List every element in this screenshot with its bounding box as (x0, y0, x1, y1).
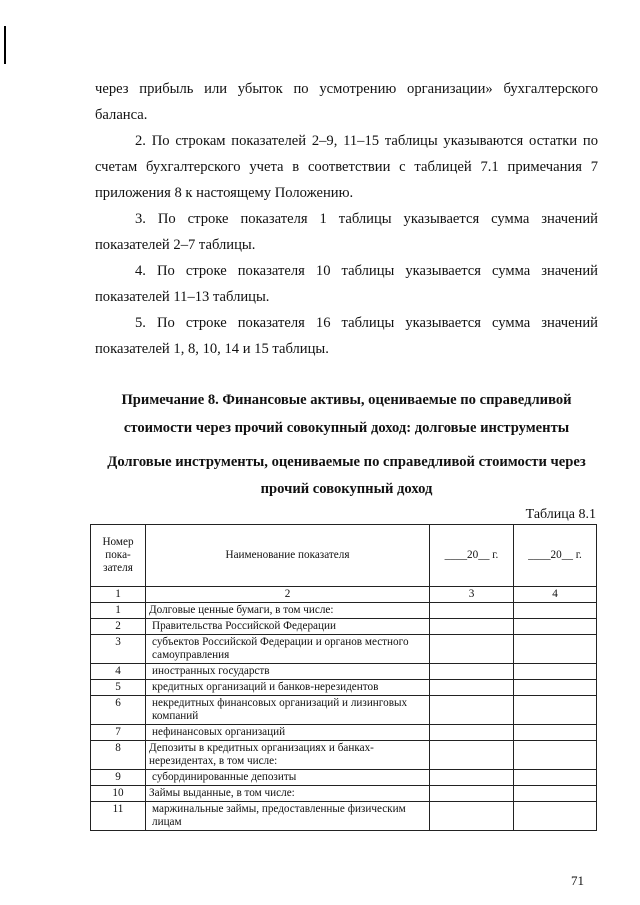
table-header-row (91, 525, 597, 587)
row-name: Долговые ценные бумаги, в том числе: (146, 603, 430, 619)
row-value-cell (514, 696, 597, 725)
table-row (91, 680, 597, 696)
column-number: 2 (146, 587, 430, 603)
row-value-cell (514, 725, 597, 741)
row-value-cell (514, 603, 597, 619)
table-row (91, 725, 597, 741)
row-value-cell (430, 603, 514, 619)
header-number-line: зателя (103, 562, 133, 574)
column-number: 4 (514, 587, 597, 603)
row-value-cell (430, 802, 514, 831)
row-name: маржинальные займы, предоставленные физическим лицам (146, 802, 430, 831)
row-name: Займы выданные, в том числе: (146, 786, 430, 802)
row-number: 6 (91, 696, 146, 725)
paragraph-line: приложения 8 к настоящему Положению. (95, 185, 354, 201)
note-title-line: Примечание 8. Финансовые активы, оцениваемые по справедливой (121, 392, 572, 408)
row-value-cell (514, 619, 597, 635)
row-name: кредитных организаций и банков-нерезидентов (146, 680, 430, 696)
paragraph-line: счетам бухгалтерского учета в соответствии с таблицей 7.1 примечания 7 (95, 159, 598, 175)
paragraph-line: показателей 2–7 таблицы. (95, 237, 256, 253)
row-number: 2 (91, 619, 146, 635)
row-number: 4 (91, 664, 146, 680)
row-value-cell (430, 680, 514, 696)
row-name: некредитных финансовых организаций и лизинговых компаний (146, 696, 430, 725)
row-value-cell (514, 741, 597, 770)
table-row (91, 770, 597, 786)
row-value-cell (430, 725, 514, 741)
row-value-cell (430, 696, 514, 725)
header-number (91, 525, 146, 587)
row-name: субординированные депозиты (146, 770, 430, 786)
paragraph-line: через прибыль или убыток по усмотрению организации» бухгалтерского (95, 81, 598, 97)
margin-mark (4, 26, 6, 64)
row-value-cell (430, 664, 514, 680)
table-row (91, 664, 597, 680)
row-name: нефинансовых организаций (146, 725, 430, 741)
page-number: 71 (571, 873, 584, 888)
row-value-cell (514, 802, 597, 831)
column-number-row (91, 587, 597, 603)
paragraph-line: показателей 1, 8, 10, 14 и 15 таблицы. (95, 341, 329, 357)
row-number: 10 (91, 786, 146, 802)
note-title-line: стоимости через прочий совокупный доход: долговые инструменты (123, 420, 570, 436)
row-name: Правительства Российской Федерации (146, 619, 430, 635)
row-value-cell (514, 680, 597, 696)
header-number-line: Номер (102, 536, 134, 548)
paragraph-line: показателей 11–13 таблицы. (95, 289, 270, 305)
row-value-cell (514, 786, 597, 802)
row-name: Депозиты в кредитных организациях и банках-нерезидентах, в том числе: (146, 741, 430, 770)
header-name: Наименование показателя (146, 525, 430, 587)
header-year-2: ____20__ г. (514, 525, 597, 587)
note-subtitle-line: прочий совокупный доход (260, 481, 433, 497)
table-row (91, 786, 597, 802)
column-number: 1 (91, 587, 146, 603)
table-row (91, 619, 597, 635)
paragraph-line: баланса. (95, 107, 148, 123)
table-row (91, 603, 597, 619)
row-number: 9 (91, 770, 146, 786)
paragraph-line: 5. По строке показателя 16 таблицы указывается сумма значений (135, 315, 598, 331)
row-value-cell (514, 770, 597, 786)
table-row (91, 696, 597, 725)
row-number: 11 (91, 802, 146, 831)
paragraph-line: 4. По строке показателя 10 таблицы указывается сумма значений (135, 263, 598, 279)
table-row (91, 635, 597, 664)
column-number: 3 (430, 587, 514, 603)
row-name: иностранных государств (146, 664, 430, 680)
header-number-line: пока- (105, 549, 131, 561)
row-number: 7 (91, 725, 146, 741)
row-name: субъектов Российской Федерации и органов местного самоуправления (146, 635, 430, 664)
row-value-cell (430, 786, 514, 802)
row-value-cell (514, 635, 597, 664)
row-value-cell (430, 619, 514, 635)
table-caption: Таблица 8.1 (525, 507, 596, 522)
row-value-cell (514, 664, 597, 680)
row-value-cell (430, 635, 514, 664)
row-value-cell (430, 741, 514, 770)
table-row (91, 802, 597, 831)
data-table (90, 524, 597, 831)
row-number: 1 (91, 603, 146, 619)
table-row (91, 741, 597, 770)
header-year-1: ____20__ г. (430, 525, 514, 587)
row-number: 3 (91, 635, 146, 664)
row-number: 8 (91, 741, 146, 770)
row-value-cell (430, 770, 514, 786)
paragraph-line: 3. По строке показателя 1 таблицы указывается сумма значений (135, 211, 598, 227)
row-number: 5 (91, 680, 146, 696)
note-subtitle-line: Долговые инструменты, оцениваемые по справедливой стоимости через (107, 454, 586, 470)
paragraph-line: 2. По строкам показателей 2–9, 11–15 таблицы указываются остатки по (135, 133, 598, 149)
